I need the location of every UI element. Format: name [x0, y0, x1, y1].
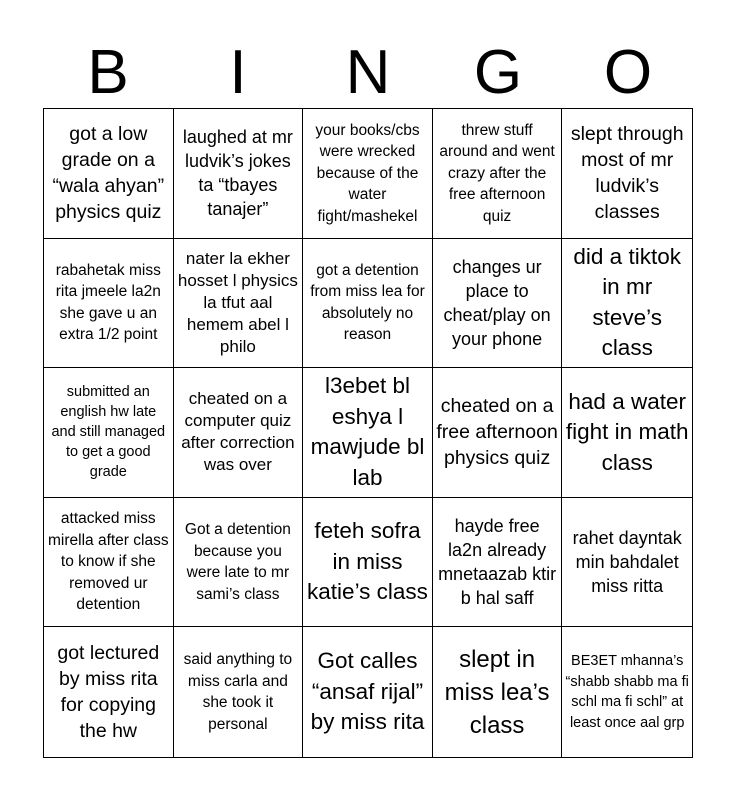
header-letter-i: I [229, 38, 247, 107]
bingo-cell-r2c5[interactable] [562, 239, 692, 369]
bingo-cell-r5c3[interactable] [303, 627, 433, 757]
cell-text: attacked miss mirella after class to know if she removed ur detention [48, 510, 169, 614]
bingo-cell-r1c5[interactable] [562, 109, 692, 239]
bingo-cell-r5c4[interactable] [433, 627, 563, 757]
cell-text: cheated on a free afternoon physics quiz [436, 395, 558, 470]
bingo-cell-r5c1[interactable] [44, 627, 174, 757]
cell-text: laughed at mr ludvik’s jokes ta “tbayes tanajer” [182, 127, 293, 220]
cell-text: your books/cbs were wrecked because of the water fight/mashekel [315, 121, 420, 225]
bingo-cell-r3c4[interactable] [433, 368, 563, 498]
bingo-cell-r5c2[interactable] [174, 627, 304, 757]
cell-text: changes ur place to cheat/play on your phone [443, 256, 551, 349]
bingo-cell-r4c2[interactable] [174, 498, 304, 628]
bingo-cell-r1c4[interactable] [433, 109, 563, 239]
bingo-cell-r1c2[interactable] [174, 109, 304, 239]
cell-text: l3ebet bl eshya l mawjude bl lab [310, 373, 425, 490]
bingo-cell-r2c4[interactable] [433, 239, 563, 369]
bingo-cell-r4c3[interactable] [303, 498, 433, 628]
cell-text: got lectured by miss rita for copying the hw [57, 642, 160, 743]
cell-text: submitted an english hw late and still managed to get a good grade [51, 384, 166, 481]
cell-text: slept through most of mr ludvik’s classes [570, 123, 684, 224]
cell-text: rabahetak miss rita jmeele la2n she gave u an extra 1/2 point [55, 261, 161, 344]
cell-text: BE3ET mhanna’s “shabb shabb ma fi schl ma fi schl” at least once aal grp [565, 653, 689, 731]
bingo-cell-r1c1[interactable] [44, 109, 174, 239]
bingo-board [43, 108, 693, 758]
cell-text: Got a detention because you were late to mr sami’s class [184, 521, 291, 603]
cell-text: threw stuff around and went crazy after the free afternoon quiz [439, 121, 555, 225]
cell-text: feteh sofra in miss katie’s class [307, 518, 428, 605]
header-letter-b: B [87, 38, 129, 107]
cell-text: did a tiktok in mr steve’s class [573, 243, 681, 361]
bingo-cell-r3c2[interactable] [174, 368, 304, 498]
bingo-cell-r4c4[interactable] [433, 498, 563, 628]
cell-text: said anything to miss carla and she took it personal [183, 651, 293, 733]
cell-text: got a detention from miss lea for absolutely no reason [310, 261, 425, 344]
cell-text: cheated on a computer quiz after correction was over [181, 389, 295, 475]
header-letter-o: O [603, 38, 653, 107]
cell-text: got a low grade on a “wala ahyan” physics quiz [52, 123, 165, 224]
bingo-cell-r2c3[interactable] [303, 239, 433, 369]
cell-text: slept in miss lea’s class [444, 645, 550, 739]
bingo-cell-r1c3[interactable] [303, 109, 433, 239]
bingo-header [43, 38, 693, 108]
cell-text: Got calles “ansaf rijal” by miss rita [310, 648, 425, 735]
bingo-cell-r2c1[interactable] [44, 239, 174, 369]
bingo-cell-r4c1[interactable] [44, 498, 174, 628]
bingo-cell-r2c2[interactable] [174, 239, 304, 369]
cell-text: rahet dayntak min bahdalet miss ritta [572, 528, 682, 597]
header-letter-g: G [473, 38, 523, 107]
cell-text: had a water fight in math class [565, 388, 689, 475]
bingo-cell-r3c5[interactable] [562, 368, 692, 498]
bingo-cell-r3c1[interactable] [44, 368, 174, 498]
bingo-cell-r4c5[interactable] [562, 498, 692, 628]
cell-text: nater la ekher hosset l physics la tfut aal hemem abel l philo [177, 248, 298, 356]
bingo-cell-r3c3[interactable] [303, 368, 433, 498]
header-letter-n: N [345, 38, 391, 107]
cell-text: hayde free la2n already mnetaazab ktir b hal saff [438, 516, 557, 609]
bingo-cell-r5c5[interactable] [562, 627, 692, 757]
